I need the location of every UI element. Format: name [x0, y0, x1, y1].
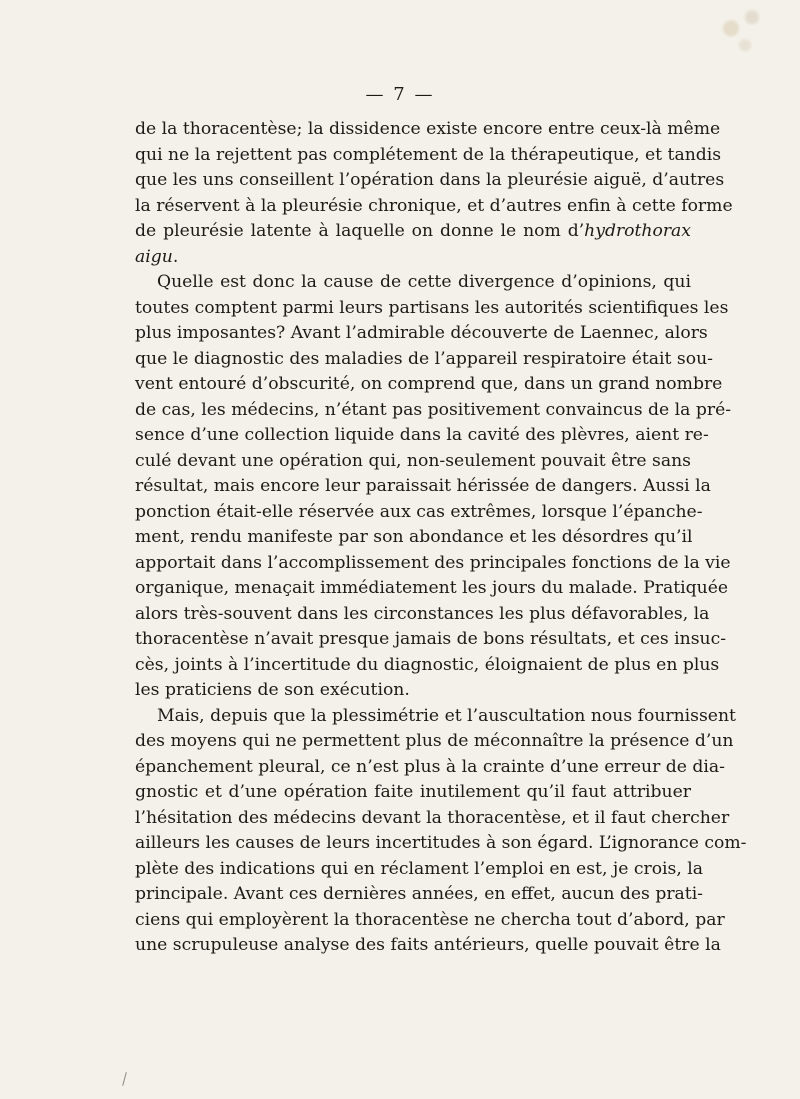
text-line: ailleurs les causes de leurs incertitudes à son égard. L’ignorance com-	[135, 833, 747, 853]
margin-pencil-mark	[122, 1072, 127, 1086]
page-number: — 7 —	[365, 84, 435, 105]
text-line: ciens qui employèrent la thoracentèse ne chercha tout d’abord, par	[135, 909, 725, 930]
text-line: ment, rendu manifeste par son abondance et les désordres qu’il	[135, 527, 693, 547]
text-line: une scrupuleuse analyse des faits antérieurs, quelle pouvait être la	[135, 935, 721, 955]
text-line: les praticiens de son exécution.	[135, 680, 410, 700]
text-line: cès, joints à l’incertitude du diagnostic, éloignaient de plus en plus	[135, 654, 720, 675]
paragraph-start-line: Mais, depuis que la plessimétrie et l’auscultation nous fournissent	[157, 705, 736, 726]
text-line: culé devant une opération qui, non-seulement pouvait être sans	[135, 450, 692, 471]
text-line	[135, 219, 691, 245]
text-line: de cas, les médecins, n’étant pas positivement convaincus de la pré-	[135, 399, 732, 420]
text-line: des moyens qui ne permettent plus de méconnaître la présence d’un	[135, 731, 734, 751]
text-line: thoracentèse n’avait presque jamais de bons résultats, et ces insuc-	[135, 629, 727, 649]
text-line: la réservent à la pleurésie chronique, et d’autres enfin à cette forme	[135, 195, 733, 216]
text-line: organique, menaçait immédiatement les jours du malade. Pratiquée	[135, 578, 729, 598]
text-line: vent entouré d’obscurité, on comprend que, dans un grand nombre	[135, 374, 723, 394]
text-line: plus imposantes? Avant l’admirable découverte de Laennec, alors	[135, 323, 708, 343]
line-suffix: .	[172, 246, 179, 267]
text-line: plète des indications qui en réclament l’emploi en est, je crois, la	[135, 858, 704, 879]
text-line: principale. Avant ces dernières années, en effet, aucun des prati-	[135, 884, 703, 904]
text-line: l’hésitation des médecins devant la thoracentèse, et il faut chercher	[135, 807, 730, 828]
body-text	[135, 117, 747, 959]
text-line: épanchement pleural, ce n’est plus à la crainte d’une erreur de dia-	[135, 756, 725, 777]
italic-term: aigu	[135, 246, 173, 267]
text-line: que le diagnostic des maladies de l’appareil respiratoire était sou-	[135, 348, 713, 369]
italic-term: hydrothorax	[584, 221, 691, 241]
text-line: qui ne la rejettent pas complétement de la thérapeutique, et tandis	[135, 144, 722, 165]
text-line	[135, 245, 691, 271]
text-line: alors très-souvent dans les circonstances les plus défavorables, la	[135, 603, 710, 624]
paragraph-start-line: Quelle est donc la cause de cette divergence d’opinions, qui	[157, 272, 691, 292]
text-line: gnostic et d’une opération faite inutilement qu’il faut attribuer	[135, 782, 691, 802]
text-line: sence d’une collection liquide dans la cavité des plèvres, aient re-	[135, 425, 709, 445]
text-line: toutes comptent parmi leurs partisans les autorités scientifiques les	[135, 297, 729, 318]
text-line: ponction était-elle réservée aux cas extrêmes, lorsque l’épanche-	[135, 501, 703, 522]
text-line: de la thoracentèse; la dissidence existe encore entre ceux-là même	[135, 119, 721, 139]
text-line: apportait dans l’accomplissement des principales fonctions de la vie	[135, 552, 731, 573]
line-prefix: de pleurésie latente à laquelle on donne le nom d’	[135, 221, 585, 241]
text-line: résultat, mais encore leur paraissait hérissée de dangers. Aussi la	[135, 476, 711, 496]
paper-stain	[710, 6, 780, 62]
text-line: que les uns conseillent l’opération dans la pleurésie aiguë, d’autres	[135, 170, 725, 190]
